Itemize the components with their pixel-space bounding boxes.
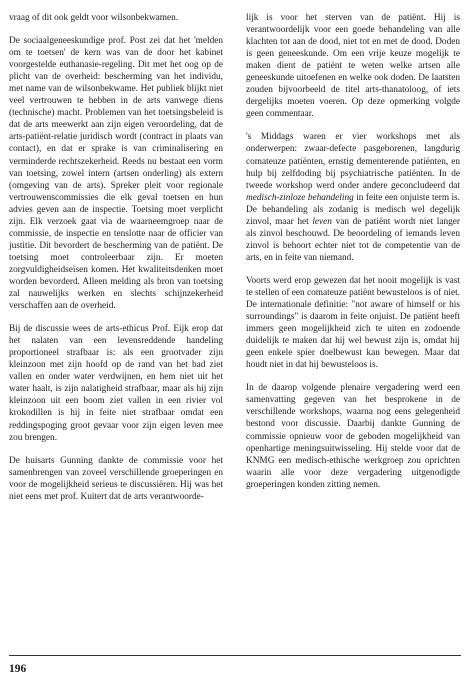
footer-rule	[9, 655, 461, 656]
right-column	[246, 12, 460, 502]
text-run: 's Middags waren er vier workshops met als onderwerpen: zwaar-defecte pasgeborenen, langdurig comateuze patiënten, ernstig dementerende patiënten, en hulp bij zelfdoding bij psychiatrische patiënten. In de tweede workshop werd onder andere geconcludeerd dat	[246, 132, 460, 191]
paragraph: Voorts werd erop gewezen dat het nooit mogelijk is vast te stellen of een comateuze patiënt bewusteloos is of niet. De internationale definitie: "not aware of himself or his surroundings" is daarom in feite onjuist. De patiënt heeft immers geen mogelijkheid zich te uiten en zodoende duidelijk te maken dat hij wel bewust zijn is, omdat hij geen enkele spier doelbewust kan bewegen. Maar dat houdt niet in dat hij bewusteloos is.	[246, 275, 460, 371]
paragraph: lijk is voor het sterven van de patiënt. Hij is verantwoordelijk voor een goede behandeling van alle klachten tot aan de dood, niet tot en met de dood. Doden is geen geneeskunde. Om een vrije keuze mogelijk te maken dient de patiënt te weten welke artsen alle geneeskunde uitoefenen en welke ook doden. De laatsten zouden bijvoorbeeld de titel arts-thanatoloog, of iets dergelijks moeten voeren. Op deze opmerking volgde geen commentaar.	[246, 13, 460, 120]
text-run: van de patiënt wordt niet langer als zinvol beschouwd. De beoordeling of iemands leven zinvol is behoort echter niet tot de competentie van de arts, en in feite van niemand.	[246, 216, 460, 263]
paragraph: vraag of dit ook geldt voor wilsonbekwamen.	[9, 13, 179, 23]
paragraph: Bij de discussie wees de arts-ethicus Prof. Eijk erop dat het nalaten van een levensreddende handeling proportioneel strafbaar is: als een grootvader zijn kleinzoon met zijn hoofd op de rand van het bad ziet vallen en onder water verdwijnen, en hem niet uit het water haalt, is zijn nalatigheid strafbaar, maar als hij zijn kleinzoon uit een boom ziet vallen in een rivier vol krokodillen is hij in feite niet strafbaar omdat een reddingspoging groot gevaar voor zijn eigen leven mee zou brengen.	[9, 324, 223, 443]
emphasis-text: leven	[312, 216, 332, 227]
paragraph: De sociaalgeneeskundige prof. Post zei dat het 'melden om te toetsen' de kern was van de door het kabinet voorgestelde euthanasie-regeling. Dit met het oog op de plicht van de overheid: bescherming van het individu, met name van de wilsonbekwame. Het publiek blijkt niet veel vertrouwen te hebben in de arts vanwege diens (technische) macht. Problemen van het toetsingsbeleid is dat de arts meewerkt aan zijn eigen veroordeling, dat de arts-patiënt-relatie juridisch wordt (contract in plaats van contact), en dat er sprake is van criminalisering en verminderde rechtszekerheid. Reeds nu bestaat een vorm van toetsing, zowel intern (artsen onderling) als extern (omgeving van de arts). Spreker pleit voor regionale vertrouwenscommissies die elk geval toetsen en hun advies geven aan de inspectie. Toetsing moet verplicht zijn. Elk verzoek gaat via de waarneemgroep naar de commissie, de inspectie en tenslotte naar de officier van justitie. Dit bevordert de bescherming van de patiënt. De toetsing moet controleerbaar zijn. Er moeten zorgvuldigheidseisen komen. Het kwaliteitsdenken moet worden bevorderd. Alleen melding als bron van toetsing zal nauwelijks werken en slechts schijnzekerheid verschaffen aan de overheid.	[9, 36, 223, 312]
paragraph: In de daarop volgende plenaire vergadering werd een samenvatting gegeven van het besprokene in de verschillende workshops, waarna nog eens gelegenheid bestond voor discussie. Daarbij dankte Gunning de commissie opnieuw voor de geboden mogelijkheid van openhartige meningsuitwisseling. Hij stelde voor dat de KNMG een medisch-ethische werkgroep zou oprichten waarin alle voor deze vergadering uitgenodigde groeperingen konden zitting nemen.	[246, 383, 460, 490]
paragraph-workshops	[246, 131, 460, 264]
paragraph: De huisarts Gunning dankte de commissie voor het samenbrengen van zoveel verschillende groeperingen en voor de mogelijkheid serieus te discussiëren. Hij was het niet eens met prof. Kuitert dat de arts verantwoorde-	[9, 455, 223, 502]
page-number: 196	[9, 663, 27, 675]
emphasis-text: medisch-zinloze behandeling	[246, 192, 354, 203]
text-run: in feite een onjuiste term is. De behandeling als zodanig is medisch wel degelijk zinvol, maar het	[246, 192, 461, 227]
left-column	[9, 12, 223, 514]
